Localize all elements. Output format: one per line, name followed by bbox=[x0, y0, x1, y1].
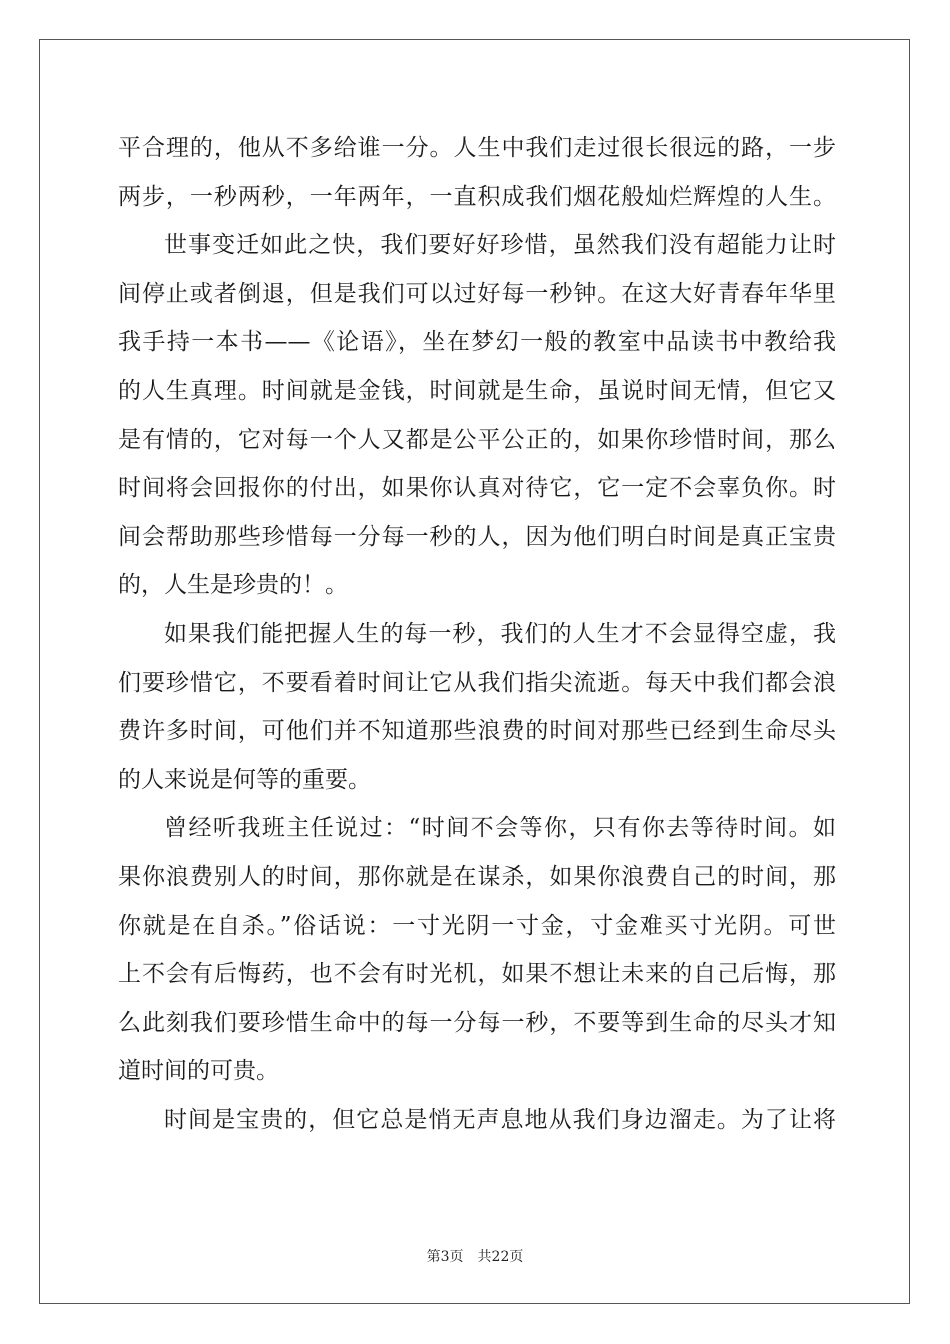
paragraph-start-line: 如果我们能把握人生的每一秒，我们的人生才不会显得空虚，我 bbox=[164, 620, 836, 647]
paragraph-end-line: 的，人生是珍贵的！。 bbox=[118, 572, 348, 599]
paragraph-start-line: 曾经听我班主任说过：“时间不会等你，只有你去等待时间。如 bbox=[164, 815, 836, 842]
document-body bbox=[118, 124, 836, 1144]
text-line: 你就是在自杀。”俗话说：一寸光阴一寸金，寸金难买寸光阴。可世 bbox=[118, 912, 836, 939]
text-line: 两步，一秒两秒，一年两年，一直积成我们烟花般灿烂辉煌的人生。 bbox=[118, 183, 836, 210]
paragraph-start-line: 时间是宝贵的，但它总是悄无声息地从我们身边溜走。为了让将 bbox=[164, 1106, 836, 1133]
paragraph-start-line: 世事变迁如此之快，我们要好好珍惜，虽然我们没有超能力让时 bbox=[164, 232, 836, 259]
text-line: 时间将会回报你的付出，如果你认真对待它，它一定不会辜负你。时 bbox=[118, 475, 836, 502]
paragraph-end-line: 道时间的可贵。 bbox=[118, 1058, 279, 1085]
text-line: 平合理的，他从不多给谁一分。人生中我们走过很长很远的路，一步 bbox=[118, 135, 836, 161]
text-line: 间停止或者倒退，但是我们可以过好每一秒钟。在这大好青春年华里 bbox=[118, 280, 836, 307]
text-line: 费许多时间，可他们并不知道那些浪费的时间对那些已经到生命尽头 bbox=[118, 718, 836, 745]
text-line: 上不会有后悔药，也不会有时光机，如果不想让未来的自己后悔，那 bbox=[118, 961, 836, 988]
text-line: 的人生真理。时间就是金钱，时间就是生命，虽说时间无情，但它又 bbox=[118, 377, 836, 404]
text-line: 间会帮助那些珍惜每一分每一秒的人，因为他们明白时间是真正宝贵 bbox=[118, 523, 836, 550]
text-line: 么此刻我们要珍惜生命中的每一分每一秒，不要等到生命的尽头才知 bbox=[118, 1009, 836, 1036]
page-number-footer: 第3页 共22页 bbox=[426, 1249, 524, 1265]
paragraph-end-line: 的人来说是何等的重要。 bbox=[118, 766, 371, 793]
text-line: 是有情的，它对每一个人又都是公平公正的，如果你珍惜时间，那么 bbox=[118, 426, 836, 453]
text-line: 果你浪费别人的时间，那你就是在谋杀，如果你浪费自己的时间，那 bbox=[118, 863, 836, 890]
text-line: 我手持一本书——《论语》，坐在梦幻一般的教室中品读书中教给我 bbox=[118, 329, 836, 356]
text-line: 们要珍惜它，不要看着时间让它从我们指尖流逝。每天中我们都会浪 bbox=[118, 669, 836, 696]
